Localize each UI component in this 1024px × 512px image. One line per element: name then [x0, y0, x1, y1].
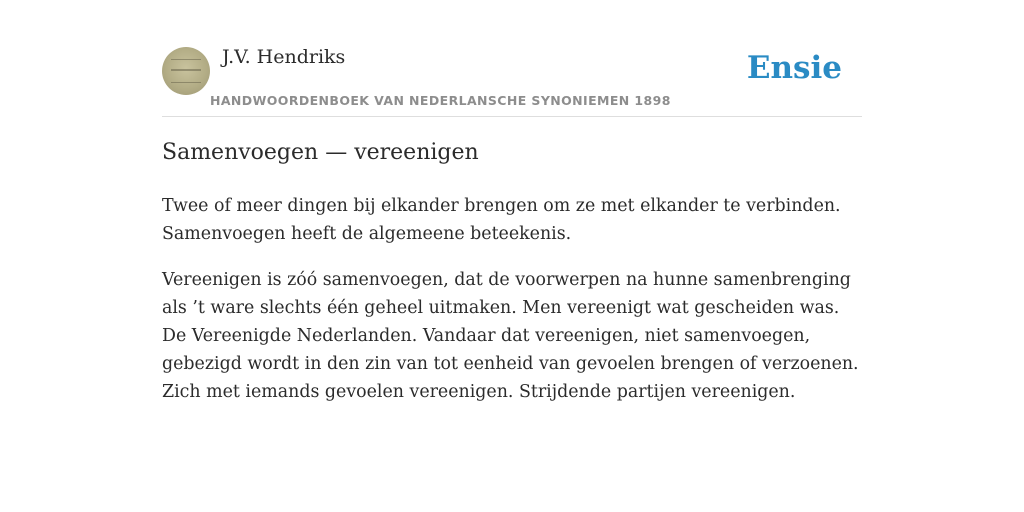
paragraph: Twee of meer dingen bij elkander brengen om ze met elkander te verbinden. Samenvoegen heeft de algemeene beteekenis.	[162, 196, 841, 244]
source-title[interactable]: HANDWOORDENBOEK VAN NEDERLANSCHE SYNONIEMEN 1898	[210, 93, 671, 108]
page-title: Samenvoegen — vereenigen	[162, 140, 479, 165]
article-body	[162, 192, 862, 424]
header	[162, 40, 862, 117]
brand-logo[interactable]: Ensie	[746, 50, 842, 86]
avatar-detail	[171, 82, 201, 83]
avatar-detail	[171, 69, 201, 71]
paragraph: Vereenigen is zóó samenvoegen, dat de voorwerpen na hunne samenbrenging als ’t ware slechts één geheel uitmaken. Men vereenigt wat gescheiden was. De Vereenigde Nederlanden. Vandaar dat vereenigen, niet samenvoegen, gebezigd wordt in den zin van tot eenheid van gevoelen brengen of verzoenen. Zich met iemands gevoelen vereenigen. Strijdende partijen vereenigen.	[162, 270, 859, 402]
source-avatar[interactable]	[162, 47, 210, 95]
author-name[interactable]: J.V. Hendriks	[222, 46, 346, 68]
avatar-detail	[171, 59, 201, 60]
